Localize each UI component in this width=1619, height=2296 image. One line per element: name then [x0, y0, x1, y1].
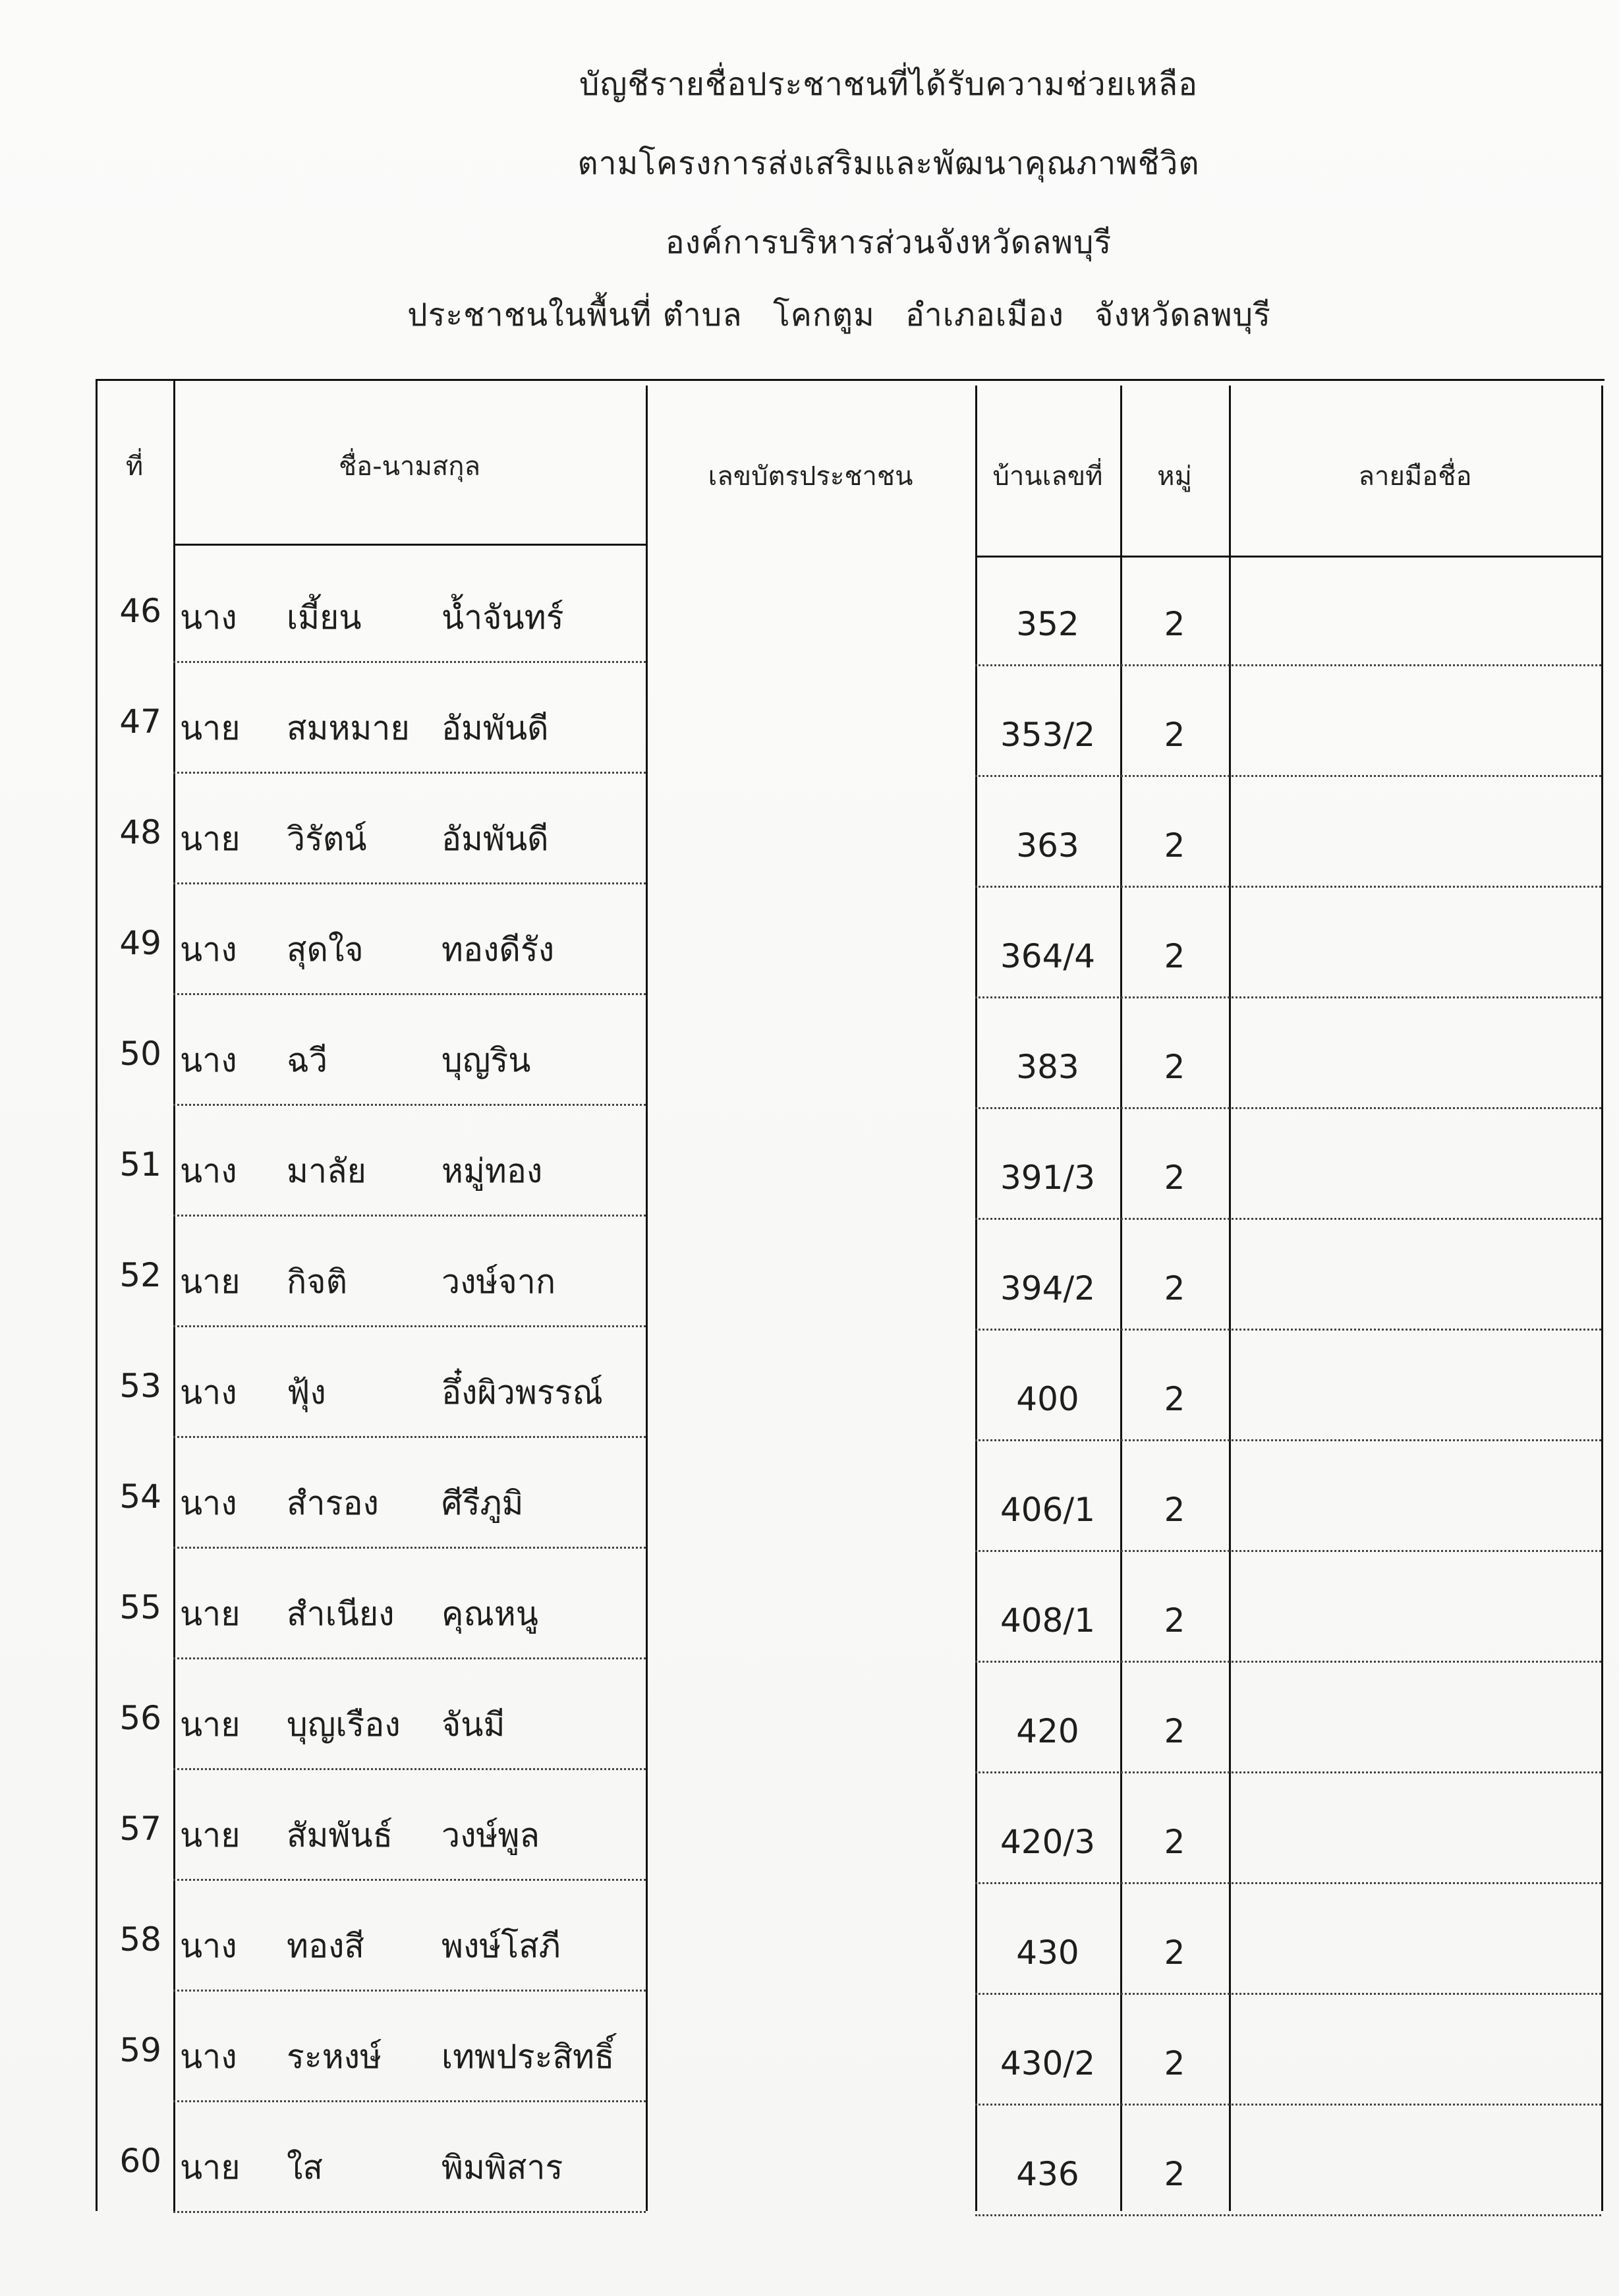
person-title: นาย: [180, 1263, 241, 1301]
row-number: 58: [119, 1920, 161, 1959]
row-divider-right: [975, 1993, 1601, 1995]
row-number: 54: [119, 1478, 161, 1516]
person-title: นาง: [180, 931, 237, 969]
row-divider-name: [173, 1990, 646, 1992]
row-divider-right: [975, 2104, 1601, 2106]
col-divider-name: [646, 386, 648, 2211]
col-header-name: ชื่อ-นามสกุล: [339, 451, 480, 482]
person-last-name: เทพประสิทธิ์: [441, 2038, 615, 2076]
person-last-name: คุณหนู: [441, 1595, 538, 1633]
header-bottom-line-name: [173, 544, 648, 546]
row-number: 59: [119, 2031, 161, 2069]
house-number: 364/4: [1000, 937, 1096, 975]
person-last-name: หมู่ทอง: [441, 1152, 543, 1190]
house-number: 391/3: [1000, 1159, 1096, 1197]
col-header-moo: หมู่: [1157, 461, 1192, 492]
moo-number: 2: [1164, 826, 1185, 865]
row-divider-name: [173, 1215, 646, 1217]
row-number: 49: [119, 924, 161, 962]
person-first-name: สัมพันธ์: [287, 1816, 393, 1854]
person-last-name: บุญริน: [441, 1041, 531, 1079]
row-divider-name: [173, 2100, 646, 2102]
row-divider-name: [173, 2211, 646, 2213]
row-divider-right: [975, 1218, 1601, 1220]
person-last-name: อัมพันดี: [441, 820, 549, 858]
house-number: 420/3: [1000, 1823, 1096, 1861]
col-divider-no: [173, 379, 175, 2211]
person-first-name: เมี้ยน: [287, 598, 362, 637]
person-first-name: สำรอง: [287, 1484, 379, 1522]
row-divider-right: [975, 1107, 1601, 1109]
person-first-name: ฉวี: [287, 1041, 328, 1079]
person-first-name: ใส: [287, 2148, 323, 2187]
row-divider-right: [975, 996, 1601, 998]
row-divider-name: [173, 772, 646, 774]
row-divider-name: [173, 1547, 646, 1549]
moo-number: 2: [1164, 716, 1185, 754]
person-first-name: กิจติ: [287, 1263, 348, 1301]
person-first-name: วิรัตน์: [287, 820, 367, 858]
person-title: นาง: [180, 1152, 237, 1190]
house-number: 394/2: [1000, 1269, 1096, 1307]
moo-number: 2: [1164, 605, 1185, 643]
house-number: 430/2: [1000, 2044, 1096, 2082]
moo-number: 2: [1164, 2044, 1185, 2082]
row-number: 56: [119, 1699, 161, 1737]
row-number: 48: [119, 813, 161, 851]
moo-number: 2: [1164, 1601, 1185, 1640]
row-number: 47: [119, 703, 161, 741]
row-divider-right: [975, 1329, 1601, 1331]
person-title: นาง: [180, 2038, 237, 2076]
moo-number: 2: [1164, 937, 1185, 975]
moo-number: 2: [1164, 1934, 1185, 1972]
person-first-name: สำเนียง: [287, 1595, 395, 1633]
person-first-name: บุญเรือง: [287, 1706, 401, 1744]
row-divider-name: [173, 882, 646, 884]
person-first-name: ฟุ้ง: [287, 1373, 326, 1412]
row-divider-right: [975, 1771, 1601, 1773]
moo-number: 2: [1164, 1159, 1185, 1197]
person-last-name: อัมพันดี: [441, 709, 549, 747]
person-last-name: วงษ์จาก: [441, 1263, 556, 1301]
col-header-house-no: บ้านเลขที่: [992, 461, 1103, 492]
house-number: 363: [1016, 826, 1079, 865]
person-title: นาง: [180, 1484, 237, 1522]
row-divider-right: [975, 1661, 1601, 1663]
row-divider-right: [975, 886, 1601, 888]
row-divider-right: [975, 1439, 1601, 1441]
title-line-4: [40, 290, 1619, 340]
row-number: 52: [119, 1256, 161, 1294]
house-number: 436: [1016, 2155, 1079, 2193]
row-divider-right: [975, 1882, 1601, 1884]
row-divider-right: [975, 2214, 1601, 2216]
moo-number: 2: [1164, 1491, 1185, 1529]
row-divider-right: [975, 664, 1601, 666]
row-number: 60: [119, 2142, 161, 2180]
row-number: 53: [119, 1367, 161, 1405]
person-title: นาง: [180, 1373, 237, 1412]
moo-number: 2: [1164, 1823, 1185, 1861]
row-divider-name: [173, 1657, 646, 1659]
row-number: 51: [119, 1145, 161, 1184]
amphoe-name: อำเภอเมือง: [905, 297, 1064, 333]
house-number: 400: [1016, 1380, 1079, 1418]
moo-number: 2: [1164, 1712, 1185, 1750]
person-title: นาย: [180, 1816, 241, 1854]
moo-number: 2: [1164, 1048, 1185, 1086]
title-line-1: บัญชีรายชื่อประชาชนที่ได้รับความช่วยเหลือ: [579, 66, 1198, 103]
col-header-no: ที่: [125, 451, 144, 482]
person-title: นาย: [180, 820, 241, 858]
person-title: นาย: [180, 1595, 241, 1633]
person-first-name: ระหงษ์: [287, 2038, 382, 2076]
house-number: 383: [1016, 1048, 1079, 1086]
person-title: นาง: [180, 598, 237, 637]
person-last-name: จันมี: [441, 1706, 505, 1744]
person-first-name: ทองสี: [287, 1927, 364, 1965]
person-title: นาย: [180, 709, 241, 747]
table-border-top: [96, 379, 1605, 381]
person-last-name: วงษ์พูล: [441, 1816, 540, 1854]
person-last-name: น้ำจันทร์: [441, 598, 564, 637]
person-last-name: ทองดีรัง: [441, 931, 555, 969]
person-first-name: สมหมาย: [287, 709, 410, 747]
house-number: 430: [1016, 1934, 1079, 1972]
row-divider-name: [173, 1104, 646, 1106]
row-divider-name: [173, 1768, 646, 1770]
col-header-signature: ลายมือชื่อ: [1358, 461, 1472, 492]
row-number: 46: [119, 592, 161, 630]
person-last-name: พงษ์โสภี: [441, 1927, 561, 1965]
province-name: จังหวัดลพบุรี: [1094, 297, 1271, 333]
person-first-name: สุดใจ: [287, 931, 364, 969]
recipients-table: [96, 379, 1605, 2244]
person-last-name: ศีรีภูมิ: [441, 1484, 524, 1522]
title-line-3: องค์การบริหารส่วนจังหวัดลพบุรี: [665, 224, 1112, 261]
row-divider-right: [975, 775, 1601, 777]
house-number: 352: [1016, 605, 1079, 643]
title-line-2: ตามโครงการส่งเสริมและพัฒนาคุณภาพชีวิต: [577, 145, 1200, 182]
house-number: 420: [1016, 1712, 1079, 1750]
header-bottom-line-right: [975, 556, 1601, 558]
moo-number: 2: [1164, 1269, 1185, 1307]
person-last-name: อึ๋งผิวพรรณ์: [441, 1373, 603, 1412]
table-border-left: [96, 379, 98, 2211]
row-divider-name: [173, 1436, 646, 1438]
house-number: 408/1: [1000, 1601, 1096, 1640]
person-last-name: พิมพิสาร: [441, 2148, 563, 2187]
row-number: 55: [119, 1588, 161, 1626]
area-prefix: ประชาชนในพื้นที่ ตำบล: [407, 297, 743, 333]
row-number: 50: [119, 1035, 161, 1073]
row-divider-name: [173, 1879, 646, 1881]
person-title: นาย: [180, 2148, 241, 2187]
row-divider-name: [173, 661, 646, 663]
row-number: 57: [119, 1810, 161, 1848]
house-number: 406/1: [1000, 1491, 1096, 1529]
col-divider-moo: [1229, 386, 1231, 2211]
row-divider-name: [173, 1325, 646, 1327]
row-divider-name: [173, 993, 646, 995]
house-number: 353/2: [1000, 716, 1096, 754]
row-divider-right: [975, 1550, 1601, 1552]
person-first-name: มาลัย: [287, 1152, 366, 1190]
moo-number: 2: [1164, 1380, 1185, 1418]
person-title: นาง: [180, 1041, 237, 1079]
tambon-name: โคกตูม: [772, 297, 875, 333]
table-border-right: [1601, 386, 1603, 2211]
col-header-id-card: เลขบัตรประชาชน: [708, 461, 913, 492]
person-title: นาง: [180, 1927, 237, 1965]
moo-number: 2: [1164, 2155, 1185, 2193]
person-title: นาย: [180, 1706, 241, 1744]
